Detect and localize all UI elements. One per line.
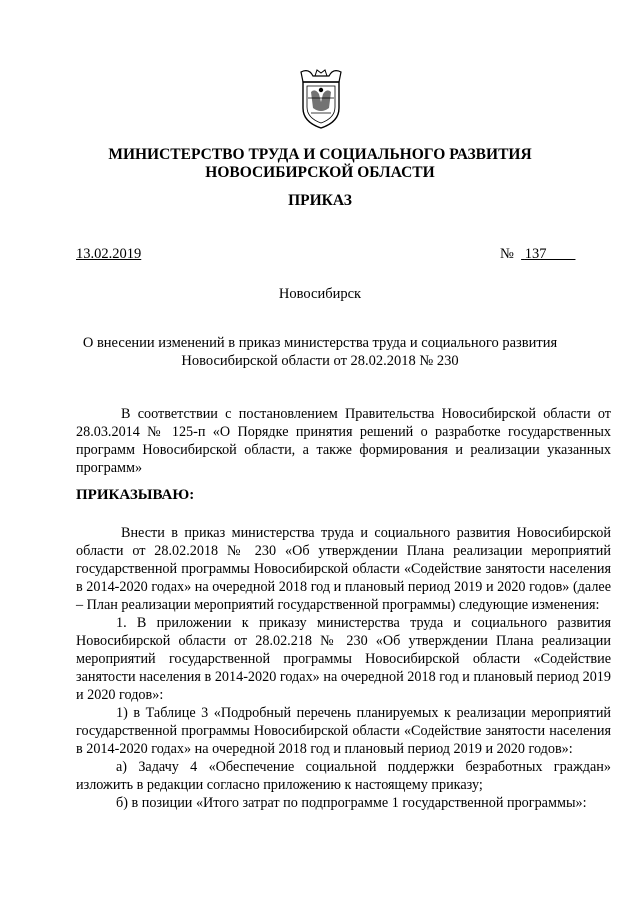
preamble bbox=[76, 405, 611, 477]
subject-line-2: Новосибирской области от 28.02.2018 № 230 bbox=[181, 353, 459, 369]
document-type: ПРИКАЗ bbox=[288, 192, 352, 209]
order-date-value: 13.02.2019 bbox=[76, 246, 142, 262]
number-sign: № bbox=[500, 246, 514, 262]
order-number bbox=[500, 246, 575, 263]
paragraph-1: 1. В приложении к приказу министерства труда и социального развития Новосибирской области от 28.02.218 № 230 «Об утверждении Плана реализации мероприятий государственной программы Новосибирской области «Содействие занятости населения в 2014-2020 годах» на очередной 2018 год и плановый период 2019 и 2020 годов»: bbox=[76, 615, 611, 703]
order-date bbox=[76, 246, 141, 263]
subject-line-1: О внесении изменений в приказ министерства труда и социального развития bbox=[82, 335, 558, 351]
order-body bbox=[76, 524, 611, 812]
order-subject bbox=[0, 334, 640, 370]
ministry-name bbox=[0, 146, 640, 182]
paragraph-1-1-a: а) Задачу 4 «Обеспечение социальной поддержки безработных граждан» изложить в редакции согласно приложению к настоящему приказу; bbox=[76, 759, 611, 793]
coat-of-arms-emblem bbox=[299, 68, 343, 130]
order-number-value bbox=[521, 246, 575, 262]
paragraph-1-1: 1) в Таблице 3 «Подробный перечень планируемых к реализации мероприятий государственной программы Новосибирской области «Содействие занятости населения в 2014-2020 годах» на очередной 2018 год и плановый период 2019 и 2020 годов»: bbox=[76, 705, 611, 757]
preamble-text: В соответствии с постановлением Правительства Новосибирской области от 28.03.2014 № 125-п «О Порядке принятия решений о разработке государственных программ Новосибирской области, а также формирования и реализации указанных программ» bbox=[76, 406, 611, 476]
order-number-text: 137 bbox=[524, 246, 547, 262]
order-word: ПРИКАЗЫВАЮ: bbox=[76, 487, 195, 503]
paragraph-intro: Внести в приказ министерства труда и социального развития Новосибирской области от 28.02.2018 № 230 «Об утверждении Плана реализации мероприятий государственной программы Новосибирской области «Содействие занятости населения в 2014-2020 годах» на очередной 2018 год и плановый период 2019 и 2020 годов» (далее – План реализации мероприятий государственной программы) следующие изменения: bbox=[76, 525, 611, 613]
ministry-line-2: НОВОСИБИРСКОЙ ОБЛАСТИ bbox=[205, 164, 435, 181]
city: Новосибирск bbox=[278, 286, 362, 302]
paragraph-1-1-b: б) в позиции «Итого затрат по подпрограмме 1 государственной программы»: bbox=[116, 795, 587, 811]
ministry-line-1: МИНИСТЕРСТВО ТРУДА И СОЦИАЛЬНОГО РАЗВИТИЯ bbox=[108, 146, 532, 163]
